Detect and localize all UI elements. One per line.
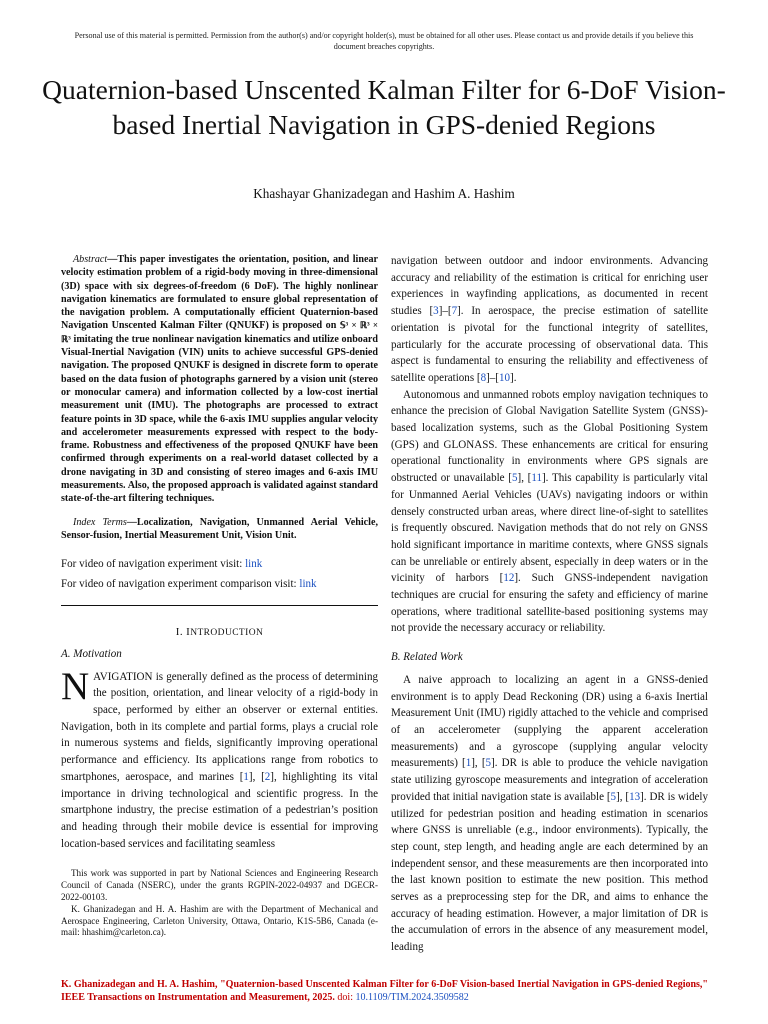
index-terms-label: Index Terms — [73, 516, 127, 528]
citation-ref[interactable]: 5 — [485, 757, 492, 770]
citation-ref[interactable]: 1 — [243, 770, 249, 783]
citation-ref[interactable]: 13 — [629, 790, 641, 803]
right-paragraph-2: Autonomous and unmanned robots employ navigation techniques to enhance the precision of Global Navigation Satellite System (GNSS)-based localization systems, such as the Global Positioning System (GPS) and GLONASS. These enhancements are critical for ensuring operational functionality in environments where GPS signals are obstructed or unavailable [5], [11]. This capability is particularly vital for Unmanned Aerial Vehicles (UAVs) navigating indoors or within densely constructed urban areas, where direct line-of-sight to satellites is frequently obscured. Navigation methods that do not rely on GNSS hold significant importance in maritime contexts, where GNSS signals can be unreliable or entirely absent, especially in deep waters or in the vicinity of harbors [12]. Such GNSS-independent navigation techniques are crucial for ensuring the safety and efficiency of marine operations, where traditional satellite-based positioning systems may not provide the necessary accuracy or reliability. — [391, 388, 708, 635]
video-line-text: For video of navigation experiment comparison visit: — [61, 578, 300, 591]
doi-label: doi: — [334, 991, 356, 1003]
citation-ref[interactable]: 5 — [511, 472, 518, 485]
subsection-motivation: A. Motivation — [61, 647, 122, 660]
video-comparison-link[interactable]: link — [299, 578, 317, 591]
abstract-text-1: —This paper investigates the orientation, position, and linear velocity estimation problem of a rigid-body moving in three-dimensional (3D) space with six degrees-of-freedom (6 DoF). The highly nonlinear navigation kinematics are formulated to ensure global representation of the navigation problem. A computationally efficient Quaternion-based Navigation Unscented Kalman Filter (QNUKF) is proposed on — [61, 254, 378, 332]
citation-ref[interactable]: 12 — [503, 572, 515, 585]
section-heading-introduction: I. INTRODUCTION — [175, 626, 264, 639]
drop-cap: N — [61, 664, 90, 708]
right-column — [391, 253, 708, 956]
citation-ref[interactable]: 11 — [531, 472, 542, 485]
divider-rule — [61, 605, 378, 606]
citation-ref[interactable]: 3 — [433, 305, 439, 318]
citation-ref[interactable]: 2 — [264, 770, 271, 783]
doi-link[interactable]: 10.1109/TIM.2024.3509582 — [355, 991, 469, 1003]
citation-footer — [61, 979, 708, 1004]
citation-ref[interactable]: 10 — [499, 371, 511, 384]
abstract-text-2: imitating the true nonlinear navigation kinematics and utilize onboard Visual-Inertial Navigation (VIN) units to achieve successful GPS-denied navigation. The proposed QNUKF is designed in discrete form to operate based on the data fusion of photographs garnered by a vision unit (stereo or monocular camera) and information collected by a low-cost inertial measurement unit (IMU). The photographs are processed to extract feature points in 3D space, while the 6-axis IMU supplies angular velocity and accelerometer measurements expressed with respect to the body-frame. Robustness and effectiveness of the proposed QNUKF have been confirmed through experiments on a real-world dataset collected by a drone navigating in 3D and consisting of stereo images and 6-axis IMU measurements. Also, the proposed approach is validated against standard state-of-the-art filtering techniques. — [61, 333, 378, 505]
footnotes — [61, 868, 378, 939]
footnote-affiliation: K. Ghanizadegan and H. A. Hashim are with the Department of Mechanical and Aerospace Engineering, Carleton University, Ottawa, Ontario, K1S-5B6, Canada (e-mail: hhashim@carleton.ca). — [61, 903, 378, 938]
paper-title: Quaternion-based Unscented Kalman Filter for 6-DoF Vision-based Inertial Navigation in GPS-denied Regions — [42, 74, 726, 140]
abstract-math: 𝕊³ × ℝ³ × ℝ³ — [61, 320, 378, 344]
citation-text: K. Ghanizadegan and H. A. Hashim, "Quaternion-based Unscented Kalman Filter for 6-DoF Vision-based Inertial Navigation in GPS-denied Regions," IEEE Transactions on Instrumentation and Measurement, 2025. — [61, 979, 708, 1003]
video-line-comparison — [61, 574, 378, 594]
video-experiment-link[interactable]: link — [245, 558, 263, 571]
citation-ref[interactable]: 5 — [610, 790, 617, 803]
abstract-label: Abstract — [73, 254, 108, 265]
paper-authors: Khashayar Ghanizadegan and Hashim A. Hashim — [253, 186, 515, 201]
citation-ref[interactable]: 1 — [465, 757, 472, 770]
intro-paragraph: NAVIGATION is generally defined as the process of determining the position, orientation, and linear velocity of a rigid-body in space, performed by either an observer or external entities. Navigation, both in its complete and partial forms, plays a crucial role in numerous systems and fields, significantly improving operational performance and efficiency. Its applications range from robotics to smartphones, aerospace, and marines [1], [2], highlighting its vital importance in driving technological and scientific progress. In the smartphone industry, the precise estimation of a pedestrian’s position and heading through their mobile device is essential for improving location-based services and facilitating seamless — [61, 664, 378, 850]
video-links — [61, 554, 378, 594]
subsection-related-work: B. Related Work — [391, 651, 463, 664]
index-terms-text: —Localization, Navigation, Unmanned Aerial Vehicle, Sensor-fusion, Inertial Measurement Unit, Vision Unit. — [61, 516, 378, 541]
citation-ref[interactable]: 8 — [480, 371, 487, 384]
footnote-funding: This work was supported in part by National Sciences and Engineering Research Council of Canada (NSERC), under the grants RGPIN-2022-04937 and DGECR-2022-00103. — [61, 868, 378, 902]
index-terms — [61, 516, 378, 543]
citation-ref[interactable]: 7 — [451, 305, 458, 318]
right-paragraph-3: A naive approach to localizing an agent in a GNSS-denied environment is to apply Dead Reckoning (DR) using a 6-axis Inertial Measurement Unit (IMU) rigidly attached to the vehicle and comprised of an accelerometer (supplying the apparent acceleration measurements) and a gyroscope (supplying angular velocity measurements) [1], [5]. DR is able to produce the vehicle navigation state utilizing gyroscope measurements and integration of acceleration provided that initial navigation state is available [5], [13]. DR is widely utilized for pedestrian position and heading estimation in scenarios where GNSS is unreliable (e.g., indoor environments). Typically, the step count, step length, and heading angle are each determined by an independent sensor, and these measurements are then incorporated into the last known position to estimate the new position. This method serves as a preprocessing step for the DR, and aims to enhance the accuracy of heading estimation. However, a major limitation of DR is the accumulation of errors in the absence of any measurement model, leading — [391, 673, 708, 954]
copyright-notice: Personal use of this material is permitted. Permission from the author(s) and/or copyright holder(s), must be obtained for all other uses. Please contact us and provide details if you believe this document breaches copyrights. — [74, 31, 694, 51]
right-paragraph-1: navigation between outdoor and indoor environments. Advancing accuracy and reliability of the estimation is critical for enriching user experiences in wayfinding applications, as documented in recent studies [3]–[7]. In aerospace, the precise estimation of satellite orientation is pivotal for the functional integrity of satellites, particularly for the accurate processing of observational data. This aspect is fundamental to ensuring the reliability and effectiveness of satellite operations [8]–[10]. — [391, 255, 708, 384]
abstract — [61, 253, 378, 506]
left-column — [61, 253, 378, 939]
video-line-text: For video of navigation experiment visit: — [61, 558, 246, 571]
video-line-experiment — [61, 554, 378, 574]
